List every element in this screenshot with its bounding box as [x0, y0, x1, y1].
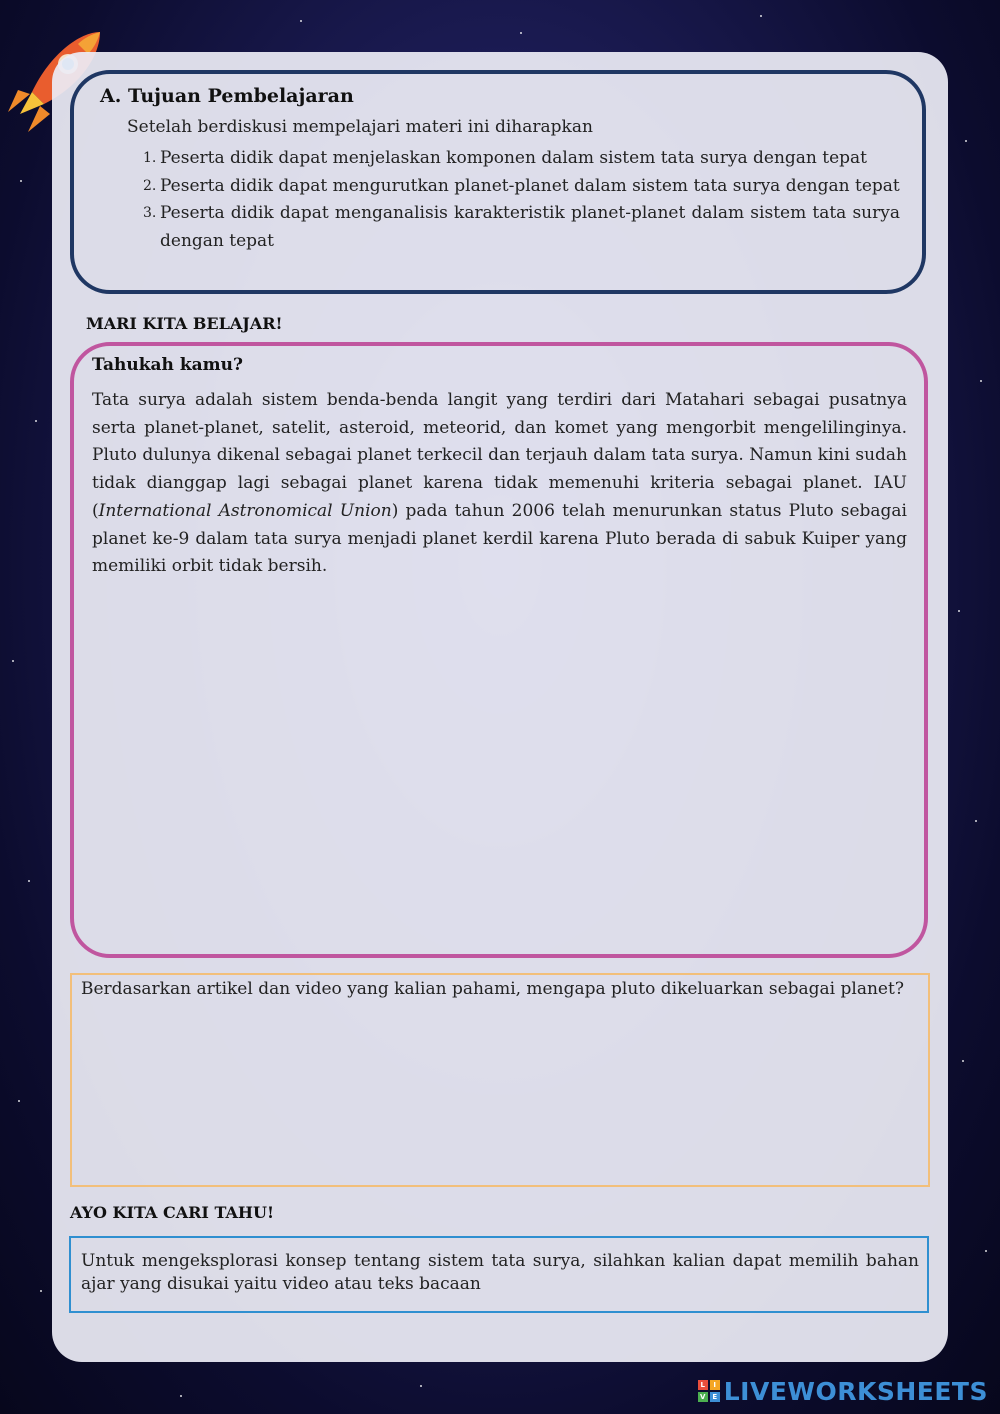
objective-item: [143, 145, 900, 173]
question-prompt: Berdasarkan artikel dan video yang kalian pahami, mengapa pluto dikeluarkan sebagai planet?: [81, 979, 904, 999]
logo-letter: I: [710, 1380, 720, 1390]
liveworksheets-logo-icon: [698, 1380, 720, 1402]
objective-number: 1.: [143, 150, 157, 166]
learning-objectives-intro: Setelah berdiskusi mempelajari materi ini diharapkan: [127, 117, 593, 137]
liveworksheets-logo[interactable]: [698, 1376, 988, 1406]
objective-item: [143, 173, 900, 201]
did-you-know-title: Tahukah kamu?: [92, 355, 243, 375]
explore-instructions-text: Untuk mengeksplorasi konsep tentang sistem tata surya, silahkan kalian dapat memilih bahan ajar yang disukai yaitu video atau teks bacaan: [81, 1251, 919, 1294]
liveworksheets-logo-text: LIVEWORKSHEETS: [723, 1376, 988, 1406]
objective-text: Peserta didik dapat mengurutkan planet-planet dalam sistem tata surya dengan tepat: [160, 175, 900, 196]
logo-letter: V: [698, 1392, 708, 1402]
objective-item: [143, 200, 900, 255]
section-heading-cari-tahu: AYO KITA CARI TAHU!: [70, 1203, 274, 1222]
objective-number: 2.: [143, 177, 157, 194]
learning-objectives-list: [143, 145, 900, 255]
objective-text: Peserta didik dapat menganalisis karakteristik planet-planet dalam sistem tata surya dengan tepat: [160, 203, 900, 251]
objective-text: Peserta didik dapat menjelaskan komponen dalam sistem tata surya dengan tepat: [160, 148, 868, 168]
logo-letter: L: [698, 1380, 708, 1390]
answer-box[interactable]: [70, 973, 930, 1187]
objective-number: 3.: [143, 205, 157, 221]
learning-objectives-title: A. Tujuan Pembelajaran: [100, 85, 354, 107]
section-heading-mari-belajar: MARI KITA BELAJAR!: [86, 314, 283, 333]
did-you-know-text: Tata surya adalah sistem benda-benda langit yang terdiri dari Matahari sebagai pusatnya serta planet-planet, satelit, asteroid, meteorid, dan komet yang mengorbit mengelilinginya. Pluto dulunya dikenal sebagai planet terkecil dan terjauh dalam tata surya. Namun kini sudah tidak dianggap lagi sebagai planet karena tidak memenuhi kriteria sebagai planet. IAU (International Astronomical Union) pada tahun 2006 telah menurunkan status Pluto sebagai planet ke-9 dalam tata surya menjadi planet kerdil karena Pluto berada di sabuk Kuiper yang memiliki orbit tidak bersih.: [92, 390, 907, 577]
logo-letter: E: [710, 1392, 720, 1402]
